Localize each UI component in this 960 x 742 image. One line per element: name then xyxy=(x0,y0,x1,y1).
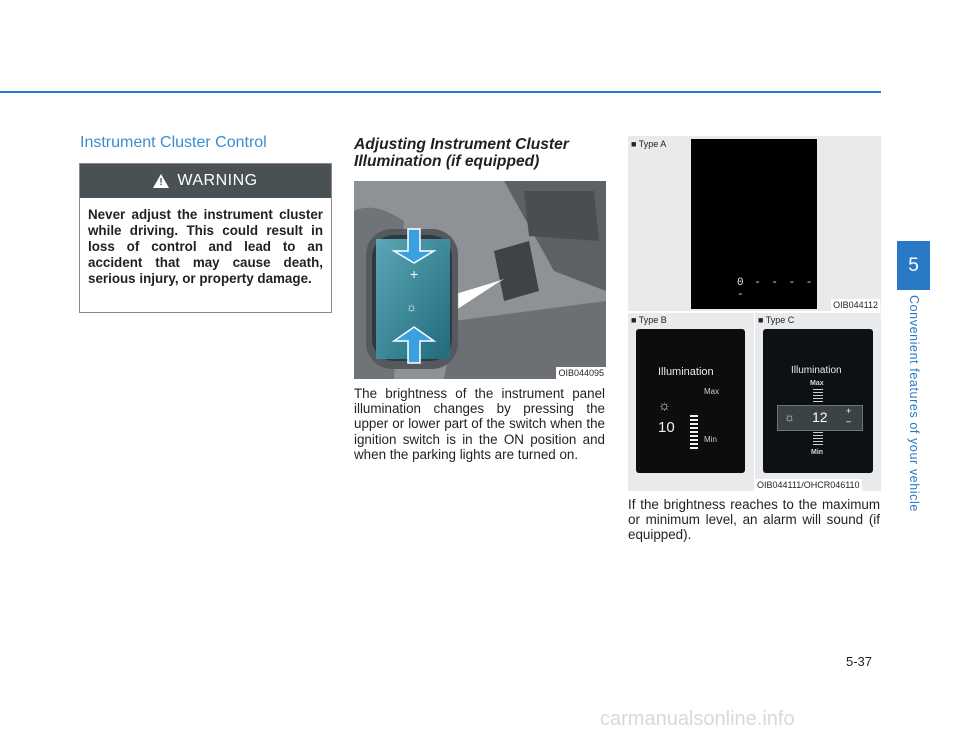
warning-header xyxy=(80,164,331,198)
type-b-min: Min xyxy=(704,435,717,444)
paragraph-2: If the brightness reaches to the maximum or minimum level, an alarm will sound (if equipped). xyxy=(628,497,880,543)
svg-text:+: + xyxy=(410,266,419,282)
warning-triangle-icon: ! xyxy=(153,174,169,188)
type-a-display xyxy=(691,139,817,309)
type-b-max: Max xyxy=(704,387,720,396)
paragraph-1: The brightness of the instrument panel illumination changes by pressing the upper or lower part of the switch when the ignition switch is in the ON position and when the parking lights are turned on. xyxy=(354,386,605,462)
type-c-panel xyxy=(755,313,881,491)
type-a-panel xyxy=(628,136,881,311)
type-b-display xyxy=(636,329,745,473)
chapter-tab: 5 xyxy=(897,241,930,290)
type-c-brightness-icon: ☼ xyxy=(784,410,795,424)
type-c-level-scale-top xyxy=(813,389,823,403)
chapter-title: Convenient features of your vehicle xyxy=(907,295,921,512)
type-a-caption: OIB044112 xyxy=(833,300,878,310)
page-number: 5-37 xyxy=(846,654,873,669)
type-b-brightness-icon: ☼ xyxy=(658,397,671,413)
type-c-label: ■ Type C xyxy=(758,315,795,325)
switch-illustration xyxy=(354,181,606,379)
type-c-plus-minus-icon: + – xyxy=(846,406,852,426)
type-a-level-indicator: 0 - - - - - xyxy=(737,277,815,301)
warning-box xyxy=(79,163,332,313)
type-b-panel xyxy=(628,313,754,491)
watermark: carmanualsonline.info xyxy=(600,708,795,730)
svg-text:☼: ☼ xyxy=(406,300,417,314)
type-c-max: Max xyxy=(810,380,824,387)
type-b-label: ■ Type B xyxy=(631,315,667,325)
type-c-level-scale-bottom xyxy=(813,432,823,446)
figure1-caption: OIB044095 xyxy=(558,368,604,378)
type-b-level-bar xyxy=(690,415,698,451)
section-title: Instrument Cluster Control xyxy=(80,134,267,151)
warning-heading: WARNING xyxy=(177,172,258,189)
type-b-title: Illumination xyxy=(658,366,714,378)
header-rule xyxy=(0,91,881,93)
switch-photo xyxy=(354,181,606,379)
figure-bc-caption: OIB044111/OHCR046110 xyxy=(757,480,860,490)
type-c-display xyxy=(763,329,873,473)
subsection-title: Adjusting Instrument Cluster Illumination (if equipped) xyxy=(354,136,569,170)
type-c-title: Illumination xyxy=(791,365,842,376)
type-c-value: 12 xyxy=(812,409,828,425)
type-a-label: ■ Type A xyxy=(631,139,667,149)
type-b-value: 10 xyxy=(658,419,675,436)
type-c-control-bar xyxy=(777,405,863,431)
warning-text: Never adjust the instrument cluster while driving. This could result in loss of control and lead to an accident that may cause death, serious injury, or property damage. xyxy=(88,207,323,286)
type-c-min: Min xyxy=(811,449,824,456)
